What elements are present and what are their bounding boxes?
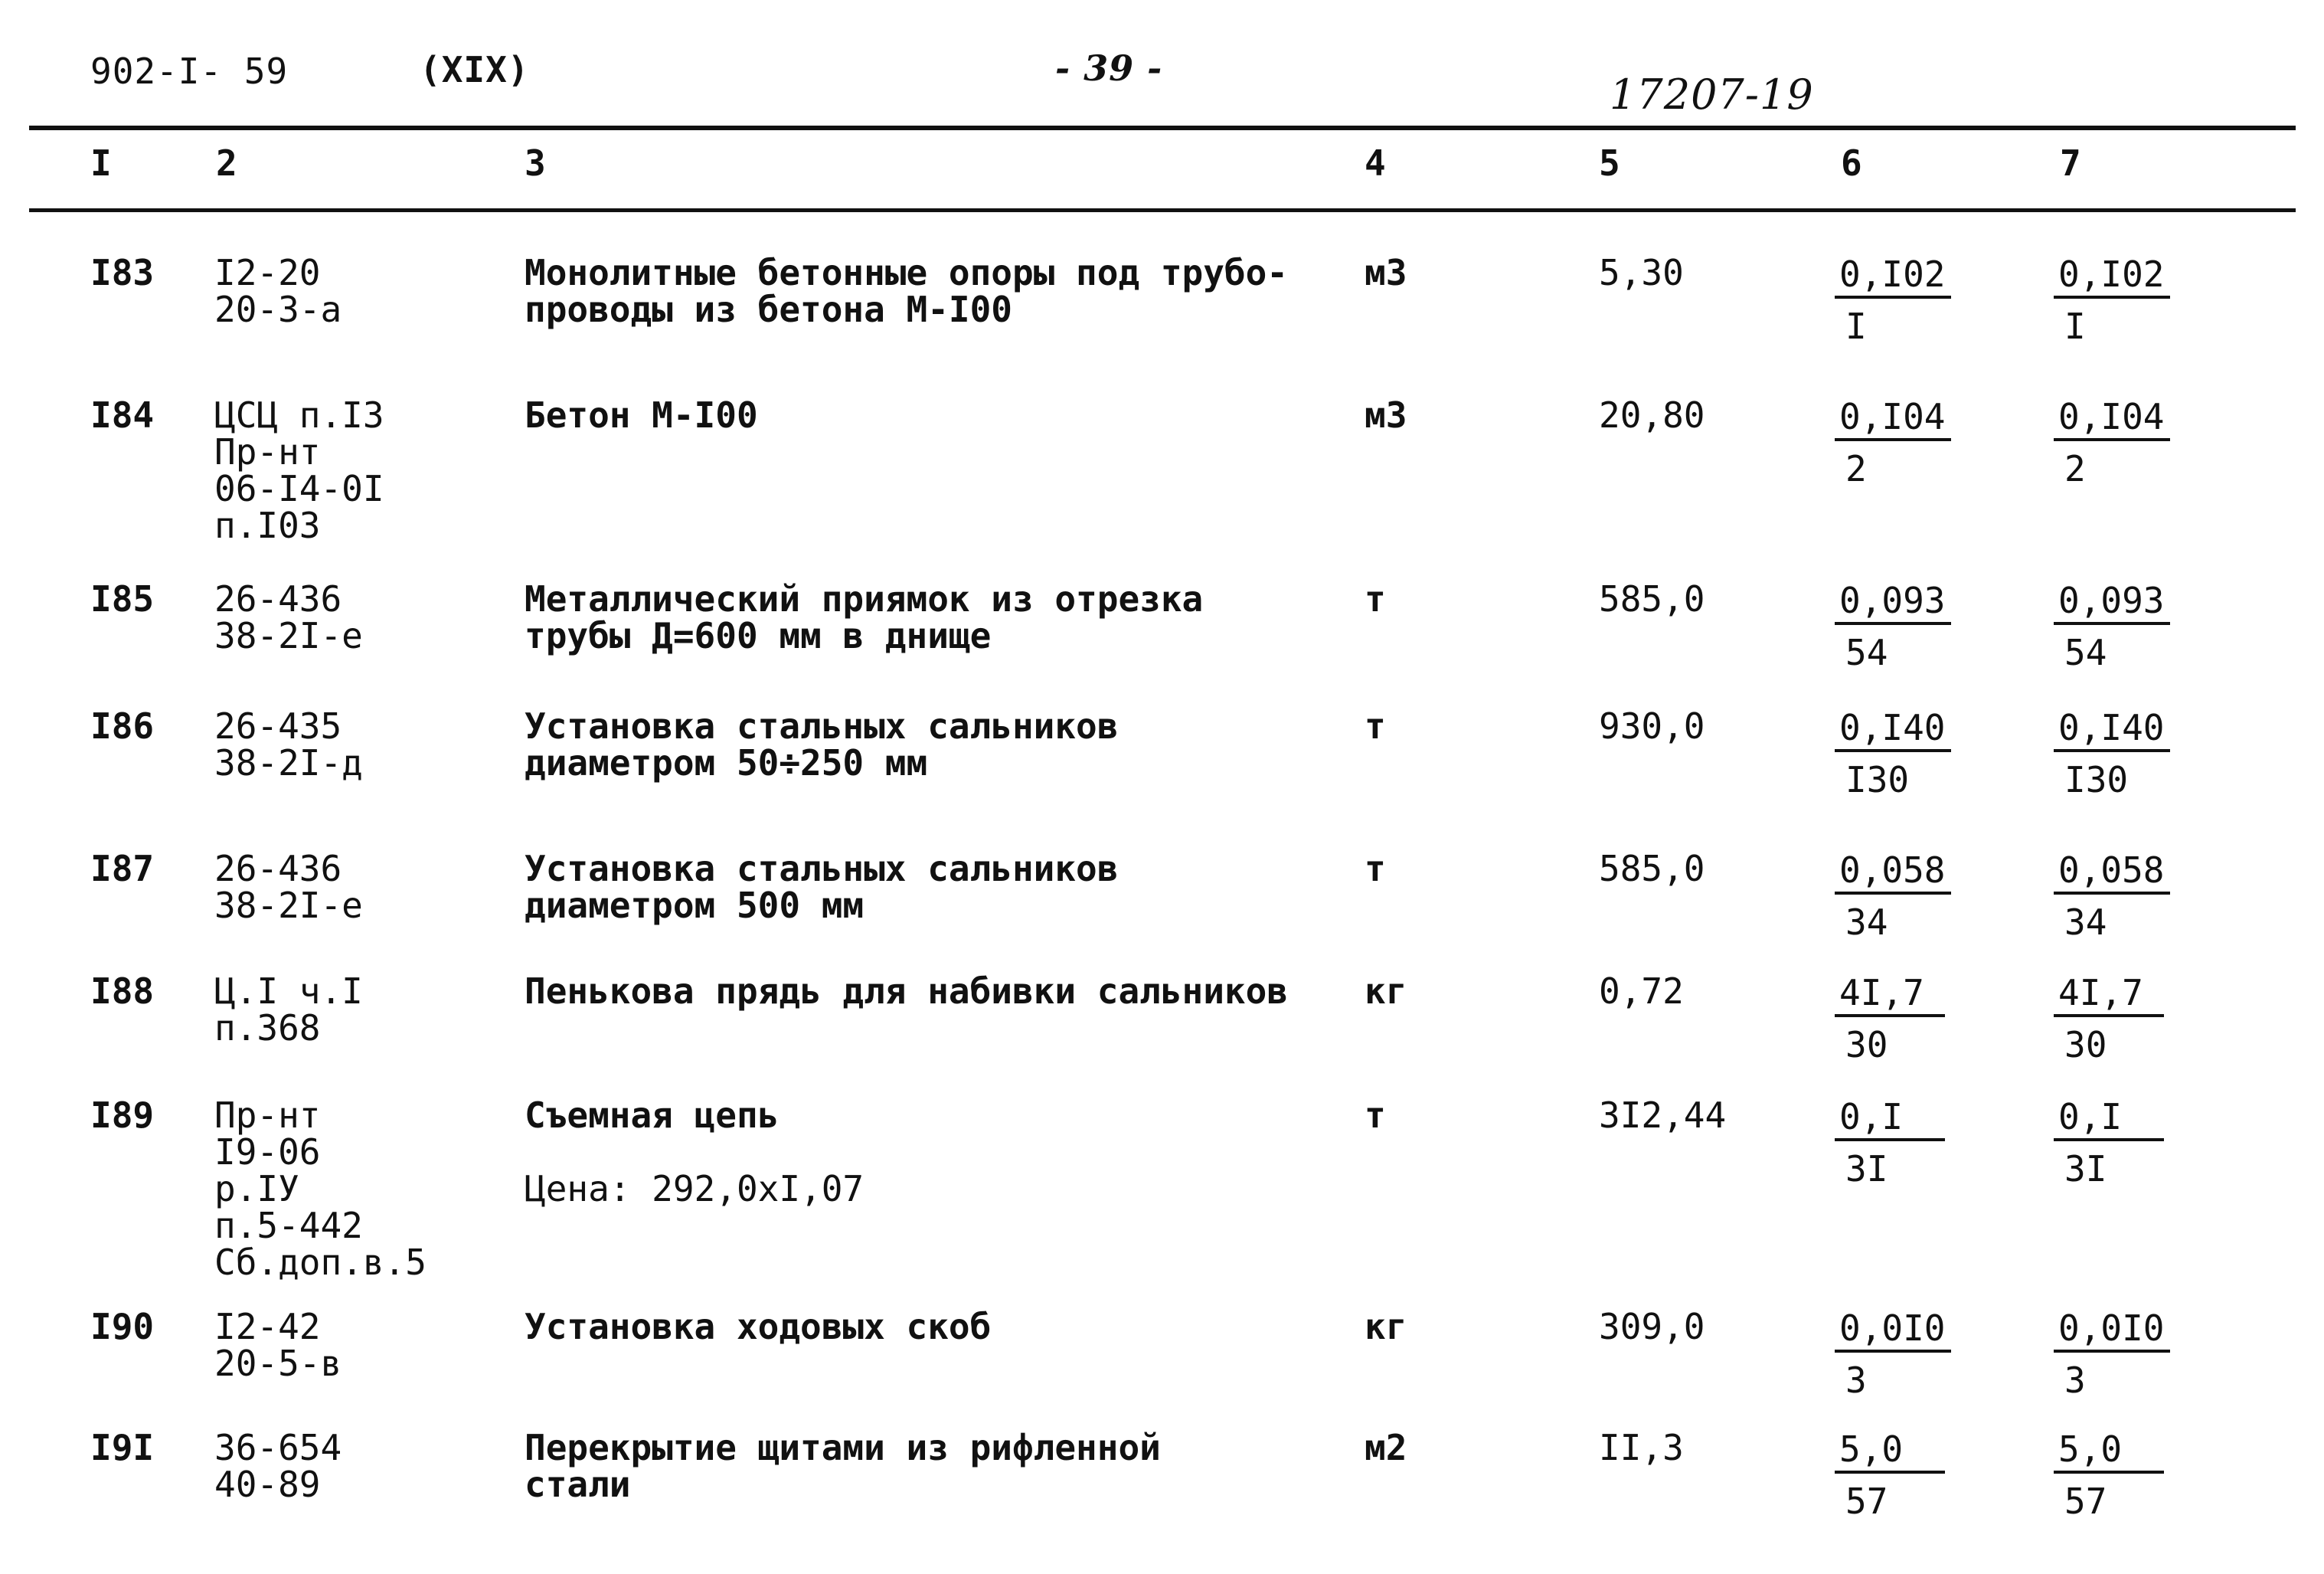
unit-price: 585,0 [1599, 578, 1705, 620]
header-rule [29, 208, 2296, 212]
norm-code: ЦСЦ п.I3 Пр-нт 06-I4-0I п.I03 [214, 394, 384, 546]
work-description: Установка стальных сальников диаметром 50÷250 мм [525, 705, 1119, 784]
norm-code: I2-20 20-3-а [214, 252, 342, 330]
col-header-7: 7 [2060, 142, 2081, 184]
col7-fraction: $\frac{0,I}{3I}$ [2054, 1097, 2184, 1189]
col-header-2: 2 [216, 142, 237, 184]
unit: кг [1365, 970, 1407, 1012]
work-description: Установка ходовых скоб [525, 1306, 992, 1347]
col6-fraction: $\frac{0,I02}{I}$ [1835, 254, 1965, 346]
col-header-1: I [90, 142, 112, 184]
row-number: I88 [90, 970, 155, 1012]
work-description: Монолитные бетонные опоры под трубо- проводы из бетона М-I00 [525, 252, 1288, 330]
col-header-3: 3 [525, 142, 546, 184]
row-number: I87 [90, 848, 155, 889]
page-number: - 39 - [1055, 47, 1163, 89]
col7-fraction: $\frac{5,0}{57}$ [2054, 1429, 2184, 1521]
col7-fraction: $\frac{0,I40}{I30}$ [2054, 708, 2184, 800]
work-description: Бетон М-I00 [525, 394, 758, 436]
col7-fraction: $\frac{0,093}{54}$ [2054, 581, 2184, 672]
row-number: I83 [90, 252, 155, 293]
unit-price: 3I2,44 [1599, 1095, 1727, 1136]
section-label: (XIX) [420, 49, 530, 90]
row-number: I90 [90, 1306, 155, 1347]
unit: м3 [1365, 252, 1407, 293]
row-number: I85 [90, 578, 155, 620]
unit: т [1365, 848, 1386, 889]
unit-price: 0,72 [1599, 970, 1684, 1012]
norm-code: 26-436 38-2I-е [214, 578, 363, 656]
col6-fraction: $\frac{0,0I0}{3}$ [1835, 1308, 1965, 1400]
unit: т [1365, 705, 1386, 747]
row-number: I89 [90, 1095, 155, 1136]
unit-price: 930,0 [1599, 705, 1705, 747]
row-number: I86 [90, 705, 155, 747]
unit-price: 309,0 [1599, 1306, 1705, 1347]
unit: м2 [1365, 1427, 1407, 1468]
archive-number: 17207-19 [1610, 70, 1814, 119]
col6-fraction: $\frac{0,093}{54}$ [1835, 581, 1965, 672]
col-header-5: 5 [1599, 142, 1620, 184]
norm-code: Ц.I ч.I п.368 [214, 970, 363, 1049]
unit: м3 [1365, 394, 1407, 436]
row-number: I9I [90, 1427, 155, 1468]
unit-price: 585,0 [1599, 848, 1705, 889]
unit: кг [1365, 1306, 1407, 1347]
col6-fraction: $\frac{0,058}{34}$ [1835, 850, 1965, 942]
work-description: Перекрытие щитами из рифленной стали [525, 1427, 1161, 1505]
work-description: Пенькова прядь для набивки сальников [525, 970, 1288, 1012]
norm-code: 36-654 40-89 [214, 1427, 342, 1505]
norm-code: I2-42 20-5-в [214, 1306, 342, 1384]
top-rule [29, 126, 2296, 130]
col-header-6: 6 [1841, 142, 1862, 184]
work-description: Установка стальных сальников диаметром 500 мм [525, 848, 1119, 926]
doc-code: 902-I- 59 [90, 51, 289, 92]
col7-fraction: $\frac{4I,7}{30}$ [2054, 973, 2184, 1065]
work-description: Съемная цепь Цена: 292,0хI,07 [525, 1095, 865, 1209]
col6-fraction: $\frac{0,I}{3I}$ [1835, 1097, 1965, 1189]
col6-fraction: $\frac{5,0}{57}$ [1835, 1429, 1965, 1521]
col6-fraction: $\frac{0,I40}{I30}$ [1835, 708, 1965, 800]
col7-fraction: $\frac{0,058}{34}$ [2054, 850, 2184, 942]
col-header-4: 4 [1365, 142, 1386, 184]
col7-fraction: $\frac{0,I02}{I}$ [2054, 254, 2184, 346]
work-description: Металлический приямок из отрезка трубы Д=600 мм в днище [525, 578, 1204, 656]
col7-fraction: $\frac{0,I04}{2}$ [2054, 397, 2184, 489]
norm-code: Пр-нт I9-06 р.IУ п.5-442 Сб.доп.в.5 [214, 1095, 427, 1283]
unit-price: II,3 [1599, 1427, 1684, 1468]
col7-fraction: $\frac{0,0I0}{3}$ [2054, 1308, 2184, 1400]
unit-price: 20,80 [1599, 394, 1705, 436]
row-number: I84 [90, 394, 155, 436]
unit: т [1365, 1095, 1386, 1136]
norm-code: 26-436 38-2I-е [214, 848, 363, 926]
unit-price: 5,30 [1599, 252, 1684, 293]
col6-fraction: $\frac{4I,7}{30}$ [1835, 973, 1965, 1065]
col6-fraction: $\frac{0,I04}{2}$ [1835, 397, 1965, 489]
norm-code: 26-435 38-2I-д [214, 705, 363, 784]
unit: т [1365, 578, 1386, 620]
